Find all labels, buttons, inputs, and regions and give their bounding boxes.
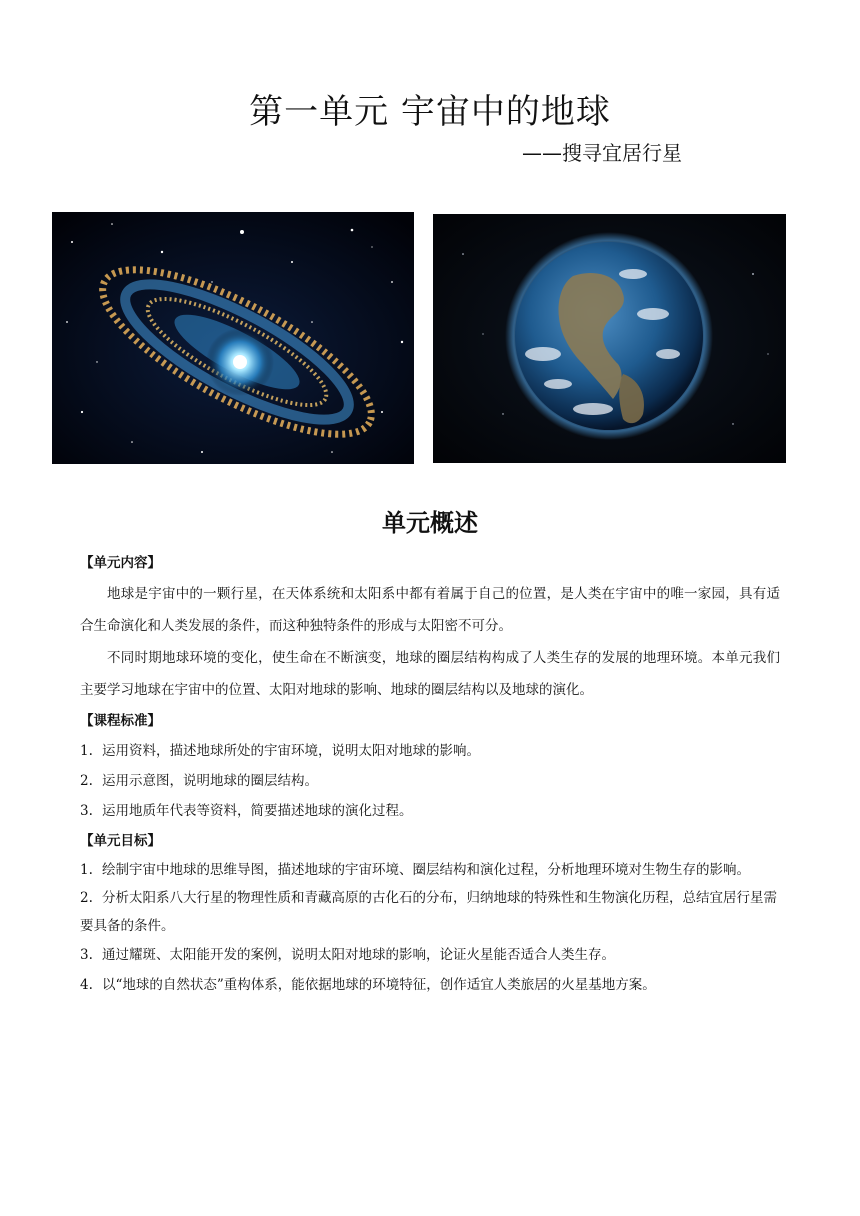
- page-title: 第一单元 宇宙中的地球: [249, 92, 611, 132]
- earth-illustration: [433, 214, 786, 463]
- page-subtitle: ——搜寻宜居行星: [522, 141, 682, 165]
- course-standards-heading: 【课程标准】: [80, 713, 161, 729]
- unit-goal-item: 2. 分析太阳系八大行星的物理性质和青藏高原的古化石的分布，归纳地球的特殊性和生物演化历程，总结宜居行星需要具备的条件。: [80, 890, 777, 934]
- unit-goal-item: 1. 绘制宇宙中地球的思维导图，描述地球的宇宙环境、圈层结构和演化过程，分析地理环境对生物生存的影响。: [80, 862, 750, 878]
- unit-goals-heading: 【单元目标】: [80, 833, 161, 849]
- unit-content-heading: 【单元内容】: [80, 555, 161, 571]
- course-standard-item: 1. 运用资料，描述地球所处的宇宙环境，说明太阳对地球的影响。: [80, 743, 480, 759]
- unit-content-paragraph: 不同时期地球环境的变化，使生命在不断演变，地球的圈层结构构成了人类生存的发展的地理环境。本单元我们主要学习地球在宇宙中的位置、太阳对地球的影响、地球的圈层结构以及地球的演化。: [80, 650, 780, 698]
- document-body: [80, 548, 780, 1000]
- galaxy-image: [52, 212, 414, 464]
- unit-goal-item: 4. 以“地球的自然状态”重构体系，能依据地球的环境特征，创作适宜人类旅居的火星基地方案。: [80, 977, 656, 993]
- galaxy-illustration: [52, 212, 414, 464]
- unit-goal-item: 3. 通过耀斑、太阳能开发的案例，说明太阳对地球的影响，论证火星能否适合人类生存。: [80, 947, 615, 963]
- unit-content-paragraph: 地球是宇宙中的一颗行星，在天体系统和太阳系中都有着属于自己的位置，是人类在宇宙中的唯一家园，具有适合生命演化和人类发展的条件，而这种独特条件的形成与太阳密不可分。: [80, 586, 780, 634]
- section-title: 单元概述: [382, 509, 478, 537]
- course-standard-item: 3. 运用地质年代表等资料，简要描述地球的演化过程。: [80, 803, 413, 819]
- earth-image: [433, 214, 786, 463]
- course-standard-item: 2. 运用示意图，说明地球的圈层结构。: [80, 773, 318, 789]
